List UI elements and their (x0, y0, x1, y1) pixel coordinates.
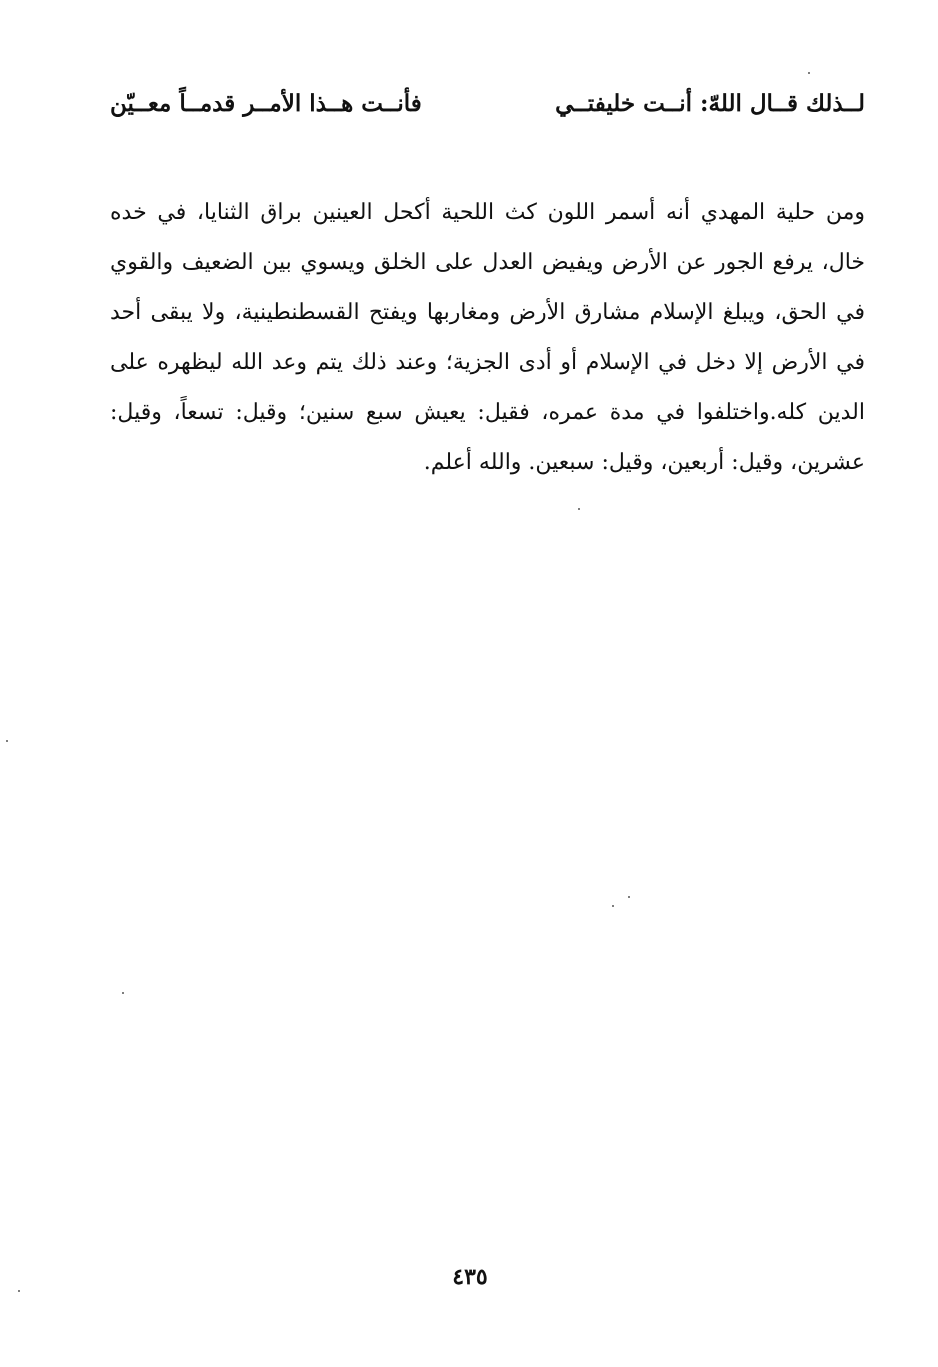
page-number: ٤٣٥ (452, 1264, 488, 1290)
scan-speck (18, 1290, 20, 1292)
verse-right-hemistich: لــذلك قــال اللهّ: أنــت خليفتــي (555, 90, 865, 117)
scan-speck (628, 896, 630, 898)
scan-speck (578, 508, 580, 510)
body-paragraph: ومن حلية المهدي أنه أسمر اللون كث اللحية أكحل العينين براق الثنايا، في خده خال، يرفع الجور عن الأرض ويفيض العدل على الخلق ويسوي بين الضعيف والقوي في الحق، ويبلغ الإسلام مشارق الأرض ومغاربها ويفتح القسطنطينية، ولا يبقى أحد في الأرض إلا دخل في الإسلام أو أدى الجزية؛ وعند ذلك يتم وعد الله ليظهره على الدين كله.واختلفوا في مدة عمره، فقيل: يعيش سبع سنين؛ وقيل: تسعاً، وقيل: عشرين، وقيل: أربعين، وقيل: سبعين. والله أعلم. (110, 200, 865, 475)
poetry-verse (110, 84, 865, 124)
scan-speck (612, 905, 614, 907)
verse-left-hemistich: فأنــت هــذا الأمــر قدمــاً معــيّن (110, 90, 422, 117)
scan-speck (808, 72, 810, 74)
scan-speck (6, 740, 8, 742)
scan-speck (122, 992, 124, 994)
